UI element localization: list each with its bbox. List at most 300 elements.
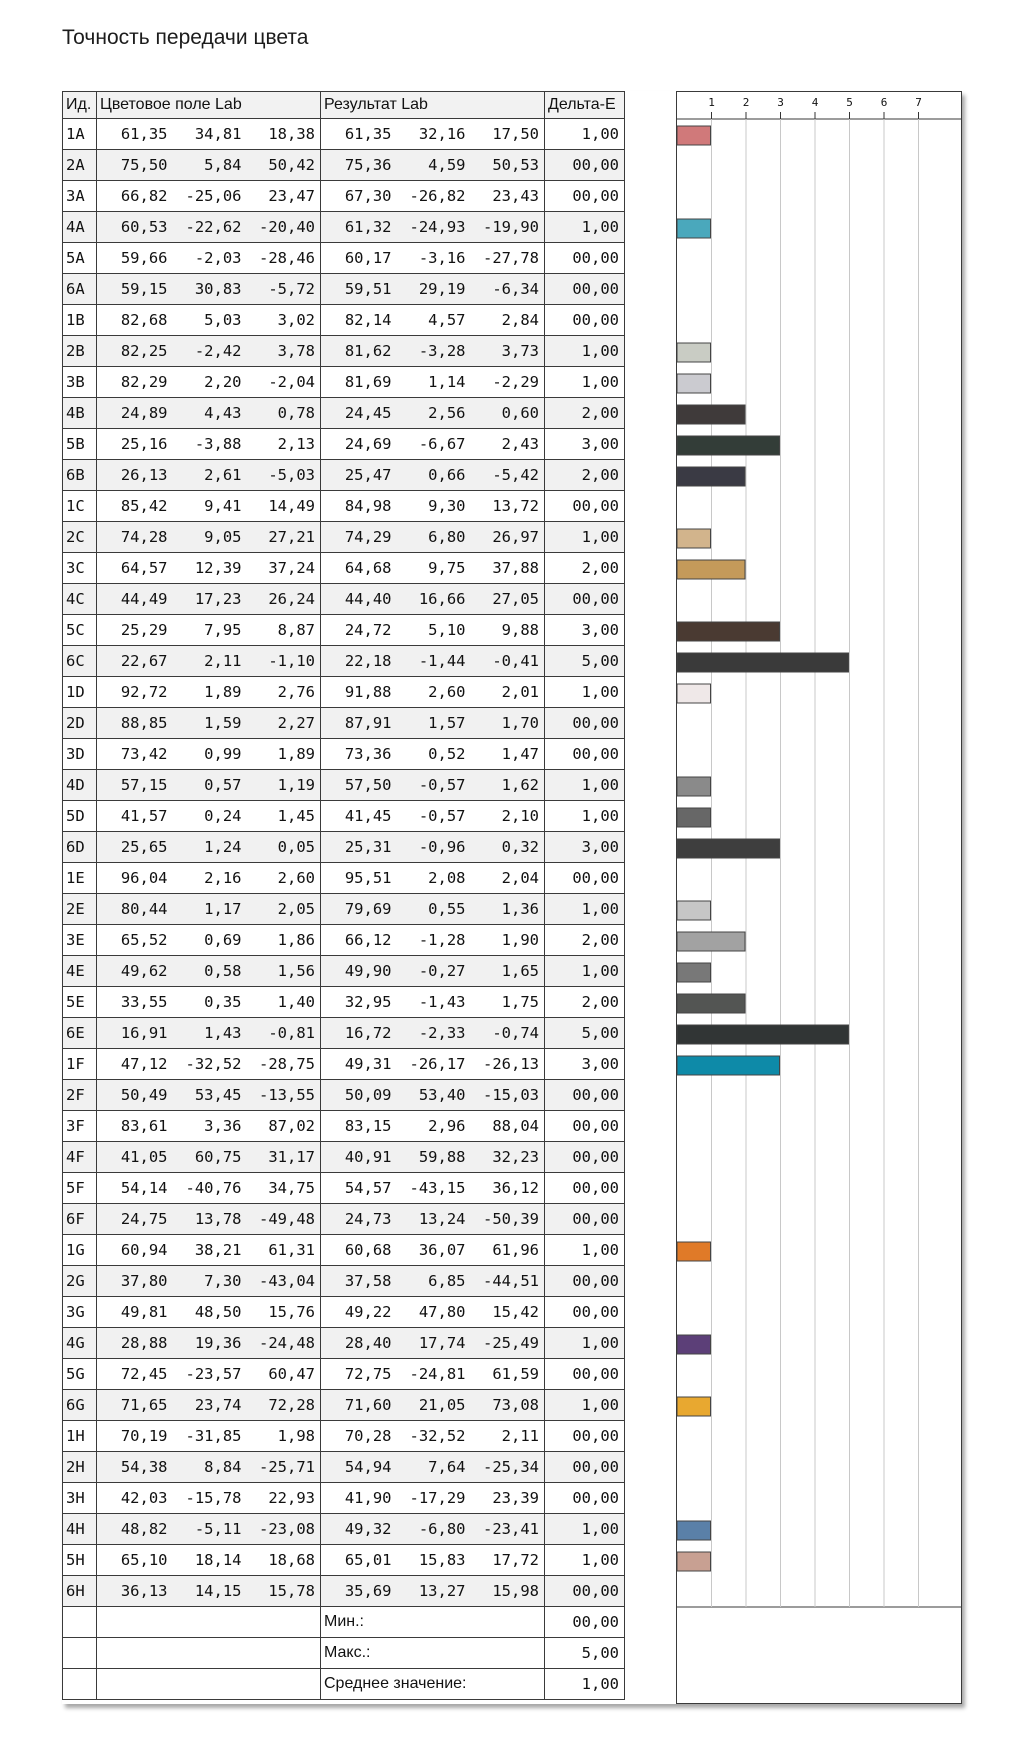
- target-a: -25,06: [173, 181, 247, 212]
- target-a: -2,03: [173, 243, 247, 274]
- delta-e-value: 1,00: [545, 801, 625, 832]
- row-id: 2D: [63, 708, 97, 739]
- target-l: 25,65: [97, 832, 173, 863]
- result-a: -3,16: [397, 243, 471, 274]
- target-a: 0,69: [173, 925, 247, 956]
- chart-border: [676, 91, 962, 1704]
- target-b: 26,24: [247, 584, 321, 615]
- target-l: 96,04: [97, 863, 173, 894]
- target-b: 0,05: [247, 832, 321, 863]
- result-l: 91,88: [321, 677, 397, 708]
- table-row: [63, 1452, 625, 1483]
- target-l: 25,16: [97, 429, 173, 460]
- result-a: -3,28: [397, 336, 471, 367]
- target-a: 14,15: [173, 1576, 247, 1607]
- target-a: 23,74: [173, 1390, 247, 1421]
- delta-e-value: 1,00: [545, 1514, 625, 1545]
- target-l: 24,75: [97, 1204, 173, 1235]
- result-b: 50,53: [471, 150, 545, 181]
- target-l: 73,42: [97, 739, 173, 770]
- target-a: 17,23: [173, 584, 247, 615]
- target-b: 1,40: [247, 987, 321, 1018]
- delta-e-value: 1,00: [545, 367, 625, 398]
- target-l: 61,35: [97, 119, 173, 150]
- target-b: 50,42: [247, 150, 321, 181]
- result-l: 73,36: [321, 739, 397, 770]
- table-row: [63, 832, 625, 863]
- result-l: 81,62: [321, 336, 397, 367]
- target-a: 2,61: [173, 460, 247, 491]
- target-a: 1,43: [173, 1018, 247, 1049]
- target-b: -43,04: [247, 1266, 321, 1297]
- row-id: 2B: [63, 336, 97, 367]
- result-b: -6,34: [471, 274, 545, 305]
- result-b: 2,84: [471, 305, 545, 336]
- result-b: 88,04: [471, 1111, 545, 1142]
- target-l: 82,29: [97, 367, 173, 398]
- row-id: 6A: [63, 274, 97, 305]
- target-l: 85,42: [97, 491, 173, 522]
- result-b: -23,41: [471, 1514, 545, 1545]
- target-a: 7,30: [173, 1266, 247, 1297]
- result-b: 1,36: [471, 894, 545, 925]
- result-b: -44,51: [471, 1266, 545, 1297]
- delta-e-value: 00,00: [545, 1080, 625, 1111]
- delta-e-value: 00,00: [545, 181, 625, 212]
- row-id: 3G: [63, 1297, 97, 1328]
- target-b: 1,19: [247, 770, 321, 801]
- delta-e-value: 00,00: [545, 708, 625, 739]
- delta-e-value: 00,00: [545, 1204, 625, 1235]
- delta-e-chart: [676, 91, 962, 1704]
- result-a: -2,33: [397, 1018, 471, 1049]
- row-id: 1A: [63, 119, 97, 150]
- result-b: 9,88: [471, 615, 545, 646]
- target-l: 75,50: [97, 150, 173, 181]
- table-row: [63, 1173, 625, 1204]
- target-b: -23,08: [247, 1514, 321, 1545]
- target-a: 1,89: [173, 677, 247, 708]
- table-row: [63, 1359, 625, 1390]
- header-target-lab: Цветовое поле Lab: [97, 92, 321, 119]
- table-row: [63, 274, 625, 305]
- target-b: 60,47: [247, 1359, 321, 1390]
- target-l: 47,12: [97, 1049, 173, 1080]
- result-l: 49,22: [321, 1297, 397, 1328]
- table-row: [63, 212, 625, 243]
- summary-label: Макс.:: [321, 1638, 545, 1669]
- result-a: 0,66: [397, 460, 471, 491]
- target-l: 50,49: [97, 1080, 173, 1111]
- target-l: 41,05: [97, 1142, 173, 1173]
- summary-row: [63, 1638, 625, 1669]
- summary-value: 1,00: [545, 1669, 625, 1700]
- result-l: 72,75: [321, 1359, 397, 1390]
- row-id: 3B: [63, 367, 97, 398]
- result-b: 1,75: [471, 987, 545, 1018]
- result-b: -26,13: [471, 1049, 545, 1080]
- target-a: 13,78: [173, 1204, 247, 1235]
- target-b: 3,02: [247, 305, 321, 336]
- result-b: 17,72: [471, 1545, 545, 1576]
- target-l: 16,91: [97, 1018, 173, 1049]
- table-row: [63, 584, 625, 615]
- row-id: 1D: [63, 677, 97, 708]
- result-l: 54,94: [321, 1452, 397, 1483]
- table-row: [63, 181, 625, 212]
- target-l: 82,25: [97, 336, 173, 367]
- result-b: 0,32: [471, 832, 545, 863]
- result-b: 1,65: [471, 956, 545, 987]
- table-row: [63, 1483, 625, 1514]
- result-a: 4,59: [397, 150, 471, 181]
- result-l: 25,31: [321, 832, 397, 863]
- target-a: 0,99: [173, 739, 247, 770]
- table-body: [63, 119, 625, 1700]
- target-b: 61,31: [247, 1235, 321, 1266]
- result-l: 24,73: [321, 1204, 397, 1235]
- target-a: 19,36: [173, 1328, 247, 1359]
- delta-e-value: 00,00: [545, 1173, 625, 1204]
- target-a: 1,24: [173, 832, 247, 863]
- target-a: 12,39: [173, 553, 247, 584]
- delta-e-value: 1,00: [545, 119, 625, 150]
- row-id: 5A: [63, 243, 97, 274]
- table-row: [63, 119, 625, 150]
- table-row: [63, 1421, 625, 1452]
- target-a: 0,24: [173, 801, 247, 832]
- result-l: 22,18: [321, 646, 397, 677]
- result-b: 37,88: [471, 553, 545, 584]
- table-row: [63, 770, 625, 801]
- target-a: 2,11: [173, 646, 247, 677]
- header-row: [63, 92, 625, 119]
- table-row: [63, 1142, 625, 1173]
- summary-empty-target: [97, 1607, 321, 1638]
- delta-e-value: 00,00: [545, 1576, 625, 1607]
- page-title: Точность передачи цвета: [62, 26, 309, 49]
- target-a: -22,62: [173, 212, 247, 243]
- row-id: 4A: [63, 212, 97, 243]
- summary-row: [63, 1669, 625, 1700]
- result-l: 35,69: [321, 1576, 397, 1607]
- result-l: 24,45: [321, 398, 397, 429]
- chart-tick-label: 2: [742, 96, 750, 109]
- table-row: [63, 367, 625, 398]
- delta-e-value: 2,00: [545, 553, 625, 584]
- delta-e-value: 3,00: [545, 832, 625, 863]
- summary-empty-id: [63, 1669, 97, 1700]
- row-id: 3F: [63, 1111, 97, 1142]
- target-b: -28,75: [247, 1049, 321, 1080]
- target-b: 15,76: [247, 1297, 321, 1328]
- delta-e-value: 1,00: [545, 956, 625, 987]
- target-a: 4,43: [173, 398, 247, 429]
- table-row: [63, 925, 625, 956]
- result-b: 26,97: [471, 522, 545, 553]
- result-a: 47,80: [397, 1297, 471, 1328]
- result-b: 15,98: [471, 1576, 545, 1607]
- table-row: [63, 739, 625, 770]
- lab-table: [62, 91, 625, 1700]
- result-l: 49,31: [321, 1049, 397, 1080]
- target-b: 2,60: [247, 863, 321, 894]
- table-row: [63, 305, 625, 336]
- result-l: 87,91: [321, 708, 397, 739]
- target-l: 66,82: [97, 181, 173, 212]
- row-id: 6B: [63, 460, 97, 491]
- target-l: 59,15: [97, 274, 173, 305]
- target-b: 37,24: [247, 553, 321, 584]
- row-id: 1C: [63, 491, 97, 522]
- result-b: 1,47: [471, 739, 545, 770]
- result-a: 1,57: [397, 708, 471, 739]
- target-b: 1,45: [247, 801, 321, 832]
- target-a: 2,16: [173, 863, 247, 894]
- target-b: 15,78: [247, 1576, 321, 1607]
- result-a: -24,81: [397, 1359, 471, 1390]
- table-row: [63, 460, 625, 491]
- row-id: 3H: [63, 1483, 97, 1514]
- row-id: 3C: [63, 553, 97, 584]
- result-l: 84,98: [321, 491, 397, 522]
- target-l: 80,44: [97, 894, 173, 925]
- target-l: 88,85: [97, 708, 173, 739]
- result-a: 13,24: [397, 1204, 471, 1235]
- row-id: 6E: [63, 1018, 97, 1049]
- target-l: 48,82: [97, 1514, 173, 1545]
- delta-e-value: 1,00: [545, 1390, 625, 1421]
- target-l: 65,10: [97, 1545, 173, 1576]
- target-l: 83,61: [97, 1111, 173, 1142]
- row-id: 4H: [63, 1514, 97, 1545]
- row-id: 6D: [63, 832, 97, 863]
- result-l: 59,51: [321, 274, 397, 305]
- row-id: 4E: [63, 956, 97, 987]
- result-b: 3,73: [471, 336, 545, 367]
- result-a: 36,07: [397, 1235, 471, 1266]
- row-id: 5B: [63, 429, 97, 460]
- target-l: 36,13: [97, 1576, 173, 1607]
- target-l: 60,53: [97, 212, 173, 243]
- target-b: 18,68: [247, 1545, 321, 1576]
- target-l: 74,28: [97, 522, 173, 553]
- row-id: 2A: [63, 150, 97, 181]
- target-b: -5,72: [247, 274, 321, 305]
- target-l: 59,66: [97, 243, 173, 274]
- target-b: 1,98: [247, 1421, 321, 1452]
- target-a: 60,75: [173, 1142, 247, 1173]
- target-b: -5,03: [247, 460, 321, 491]
- target-a: 9,41: [173, 491, 247, 522]
- target-b: -28,46: [247, 243, 321, 274]
- result-a: 59,88: [397, 1142, 471, 1173]
- summary-row: [63, 1607, 625, 1638]
- result-a: -6,80: [397, 1514, 471, 1545]
- delta-e-value: 00,00: [545, 739, 625, 770]
- table-row: [63, 1111, 625, 1142]
- result-a: 5,10: [397, 615, 471, 646]
- delta-e-value: 2,00: [545, 925, 625, 956]
- result-a: 15,83: [397, 1545, 471, 1576]
- delta-e-value: 3,00: [545, 429, 625, 460]
- table-row: [63, 987, 625, 1018]
- table-row: [63, 1235, 625, 1266]
- target-b: -25,71: [247, 1452, 321, 1483]
- target-a: -31,85: [173, 1421, 247, 1452]
- result-l: 49,90: [321, 956, 397, 987]
- result-a: 2,96: [397, 1111, 471, 1142]
- result-l: 54,57: [321, 1173, 397, 1204]
- target-b: 2,13: [247, 429, 321, 460]
- result-b: 61,59: [471, 1359, 545, 1390]
- target-b: 31,17: [247, 1142, 321, 1173]
- target-a: -32,52: [173, 1049, 247, 1080]
- result-a: -32,52: [397, 1421, 471, 1452]
- target-a: 9,05: [173, 522, 247, 553]
- result-a: -1,43: [397, 987, 471, 1018]
- result-b: -25,34: [471, 1452, 545, 1483]
- result-l: 60,17: [321, 243, 397, 274]
- result-l: 67,30: [321, 181, 397, 212]
- delta-e-value: 2,00: [545, 398, 625, 429]
- table-row: [63, 491, 625, 522]
- target-b: 27,21: [247, 522, 321, 553]
- delta-e-value: 00,00: [545, 1111, 625, 1142]
- delta-e-value: 00,00: [545, 1421, 625, 1452]
- target-a: 7,95: [173, 615, 247, 646]
- result-a: 16,66: [397, 584, 471, 615]
- result-l: 16,72: [321, 1018, 397, 1049]
- target-b: 3,78: [247, 336, 321, 367]
- summary-empty-id: [63, 1638, 97, 1669]
- row-id: 4C: [63, 584, 97, 615]
- result-l: 79,69: [321, 894, 397, 925]
- delta-e-value: 00,00: [545, 274, 625, 305]
- target-a: 34,81: [173, 119, 247, 150]
- table-row: [63, 801, 625, 832]
- row-id: 4F: [63, 1142, 97, 1173]
- delta-e-value: 00,00: [545, 1297, 625, 1328]
- result-b: 2,10: [471, 801, 545, 832]
- row-id: 3E: [63, 925, 97, 956]
- target-b: -20,40: [247, 212, 321, 243]
- result-b: 1,70: [471, 708, 545, 739]
- result-l: 95,51: [321, 863, 397, 894]
- result-a: 9,30: [397, 491, 471, 522]
- target-a: 38,21: [173, 1235, 247, 1266]
- delta-e-value: 00,00: [545, 1266, 625, 1297]
- table-row: [63, 1545, 625, 1576]
- result-b: -25,49: [471, 1328, 545, 1359]
- result-b: 2,04: [471, 863, 545, 894]
- target-a: 3,36: [173, 1111, 247, 1142]
- result-b: -15,03: [471, 1080, 545, 1111]
- target-a: -15,78: [173, 1483, 247, 1514]
- summary-value: 00,00: [545, 1607, 625, 1638]
- delta-e-value: 00,00: [545, 1452, 625, 1483]
- result-b: 32,23: [471, 1142, 545, 1173]
- result-b: 36,12: [471, 1173, 545, 1204]
- delta-e-value: 2,00: [545, 460, 625, 491]
- delta-e-value: 1,00: [545, 894, 625, 925]
- delta-e-value: 00,00: [545, 1142, 625, 1173]
- target-l: 37,80: [97, 1266, 173, 1297]
- target-b: 1,89: [247, 739, 321, 770]
- table-row: [63, 429, 625, 460]
- result-a: -24,93: [397, 212, 471, 243]
- delta-e-value: 00,00: [545, 305, 625, 336]
- target-l: 42,03: [97, 1483, 173, 1514]
- chart-tick-label: 4: [811, 96, 819, 109]
- row-id: 4D: [63, 770, 97, 801]
- row-id: 6C: [63, 646, 97, 677]
- result-b: -27,78: [471, 243, 545, 274]
- result-b: 27,05: [471, 584, 545, 615]
- row-id: 5E: [63, 987, 97, 1018]
- row-id: 5H: [63, 1545, 97, 1576]
- header-id: Ид.: [63, 92, 97, 119]
- target-l: 24,89: [97, 398, 173, 429]
- target-b: 87,02: [247, 1111, 321, 1142]
- delta-e-value: 3,00: [545, 615, 625, 646]
- target-l: 92,72: [97, 677, 173, 708]
- target-l: 49,81: [97, 1297, 173, 1328]
- result-b: 0,60: [471, 398, 545, 429]
- result-b: -19,90: [471, 212, 545, 243]
- table-row: [63, 522, 625, 553]
- table-row: [63, 1390, 625, 1421]
- color-accuracy-sheet: [62, 91, 962, 1704]
- result-a: 0,52: [397, 739, 471, 770]
- delta-e-value: 00,00: [545, 863, 625, 894]
- table-row: [63, 677, 625, 708]
- result-b: -2,29: [471, 367, 545, 398]
- target-l: 64,57: [97, 553, 173, 584]
- chart-tick-label: 3: [777, 96, 784, 109]
- target-b: -49,48: [247, 1204, 321, 1235]
- target-l: 71,65: [97, 1390, 173, 1421]
- result-a: -6,67: [397, 429, 471, 460]
- target-a: 0,57: [173, 770, 247, 801]
- result-l: 61,35: [321, 119, 397, 150]
- delta-e-value: 2,00: [545, 987, 625, 1018]
- target-l: 33,55: [97, 987, 173, 1018]
- result-a: -1,28: [397, 925, 471, 956]
- target-b: 22,93: [247, 1483, 321, 1514]
- summary-empty-target: [97, 1638, 321, 1669]
- result-a: 17,74: [397, 1328, 471, 1359]
- result-l: 41,45: [321, 801, 397, 832]
- table-row: [63, 1514, 625, 1545]
- delta-e-value: 1,00: [545, 677, 625, 708]
- result-a: 4,57: [397, 305, 471, 336]
- chart-tick-label: 6: [880, 96, 888, 109]
- result-a: -0,96: [397, 832, 471, 863]
- result-b: -0,74: [471, 1018, 545, 1049]
- delta-e-value: 1,00: [545, 770, 625, 801]
- result-a: -0,27: [397, 956, 471, 987]
- target-l: 60,94: [97, 1235, 173, 1266]
- row-id: 1E: [63, 863, 97, 894]
- target-a: 1,17: [173, 894, 247, 925]
- row-id: 2F: [63, 1080, 97, 1111]
- result-l: 61,32: [321, 212, 397, 243]
- delta-e-value: 00,00: [545, 584, 625, 615]
- target-b: 72,28: [247, 1390, 321, 1421]
- target-a: -3,88: [173, 429, 247, 460]
- target-a: -5,11: [173, 1514, 247, 1545]
